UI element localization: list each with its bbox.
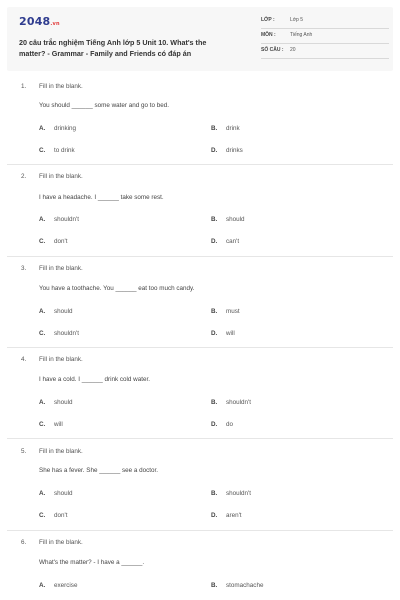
- option-b[interactable]: [211, 399, 251, 406]
- option-letter: B.: [211, 308, 218, 315]
- option-letter: D.: [211, 512, 218, 519]
- question-sentence: I have a cold. I ______ drink cold water.: [39, 376, 150, 383]
- option-letter: A.: [39, 490, 46, 497]
- option-a[interactable]: [39, 399, 73, 406]
- option-a[interactable]: [39, 490, 73, 497]
- option-text: to drink: [54, 147, 75, 154]
- option-text: exercise: [54, 582, 78, 589]
- option-letter: A.: [39, 216, 46, 223]
- option-c[interactable]: [39, 512, 67, 519]
- option-letter: B.: [211, 582, 218, 589]
- option-text: shouldn't: [226, 399, 252, 406]
- question-prompt: Fill in the blank.: [39, 448, 83, 455]
- question-divider: [7, 530, 393, 531]
- option-d[interactable]: [211, 238, 239, 245]
- option-c[interactable]: [39, 238, 67, 245]
- question-prompt: Fill in the blank.: [39, 83, 83, 90]
- option-text: should: [54, 399, 73, 406]
- option-letter: D.: [211, 330, 218, 337]
- question-number: 3.: [21, 265, 27, 272]
- option-text: drink: [226, 125, 240, 132]
- option-text: will: [54, 421, 63, 428]
- question-divider: [7, 438, 393, 439]
- meta-subject-row: [261, 29, 389, 44]
- option-b[interactable]: [211, 216, 245, 223]
- option-text: drinking: [54, 125, 77, 132]
- option-d[interactable]: [211, 147, 243, 154]
- meta-grade-value: Lớp 5: [290, 17, 304, 23]
- option-b[interactable]: [211, 308, 240, 315]
- option-letter: B.: [211, 216, 218, 223]
- option-letter: C.: [39, 512, 46, 519]
- option-text: do: [226, 421, 234, 428]
- option-d[interactable]: [211, 512, 242, 519]
- option-text: shouldn't: [226, 490, 252, 497]
- meta-subject-key: MÔN :: [261, 32, 276, 38]
- option-text: should: [54, 490, 73, 497]
- document-title: 20 câu trắc nghiệm Tiếng Anh lớp 5 Unit 10. What's the matter? - Grammar - Family and Friends có đáp án: [19, 38, 207, 58]
- option-text: don't: [54, 238, 68, 245]
- logo-main-text: 2048: [19, 15, 51, 28]
- option-letter: C.: [39, 147, 46, 154]
- question-sentence: You have a toothache. You ______ eat too much candy.: [39, 285, 195, 292]
- option-letter: B.: [211, 125, 218, 132]
- option-letter: B.: [211, 490, 218, 497]
- meta-count-key: SỐ CÂU :: [261, 47, 284, 53]
- option-letter: C.: [39, 238, 46, 245]
- option-c[interactable]: [39, 330, 79, 337]
- option-b[interactable]: [211, 582, 263, 589]
- question-sentence: What's the matter? - I have a ______.: [39, 559, 145, 566]
- question-divider: [7, 256, 393, 257]
- option-a[interactable]: [39, 216, 79, 223]
- option-a[interactable]: [39, 582, 77, 589]
- option-c[interactable]: [39, 421, 63, 428]
- option-text: shouldn't: [54, 216, 80, 223]
- option-a[interactable]: [39, 308, 73, 315]
- option-text: can't: [226, 238, 240, 245]
- question-number: 6.: [21, 539, 27, 546]
- question-number: 5.: [21, 448, 27, 455]
- question-number: 2.: [21, 173, 27, 180]
- meta-subject-value: Tiếng Anh: [290, 32, 313, 38]
- option-letter: A.: [39, 582, 46, 589]
- option-text: don't: [54, 512, 68, 519]
- option-letter: C.: [39, 330, 46, 337]
- question-divider: [7, 164, 393, 165]
- option-text: will: [226, 330, 235, 337]
- question-sentence: You should ______ some water and go to bed.: [39, 102, 170, 109]
- option-letter: C.: [39, 421, 46, 428]
- question-prompt: Fill in the blank.: [39, 356, 83, 363]
- option-letter: B.: [211, 399, 218, 406]
- option-letter: A.: [39, 399, 46, 406]
- option-text: must: [226, 308, 240, 315]
- option-text: drinks: [226, 147, 243, 154]
- document-header: [7, 7, 393, 71]
- logo-extension-text: .vn: [50, 21, 60, 27]
- meta-grade-row: [261, 14, 389, 29]
- option-text: should: [54, 308, 73, 315]
- meta-grade-key: LỚP :: [261, 17, 275, 23]
- question-prompt: Fill in the blank.: [39, 265, 83, 272]
- question-number: 1.: [21, 83, 27, 90]
- question-number: 4.: [21, 356, 27, 363]
- option-b[interactable]: [211, 490, 251, 497]
- question-prompt: Fill in the blank.: [39, 173, 83, 180]
- option-text: aren't: [226, 512, 242, 519]
- option-b[interactable]: [211, 125, 240, 132]
- option-letter: A.: [39, 308, 46, 315]
- meta-count-value: 20: [290, 47, 296, 53]
- option-text: shouldn't: [54, 330, 80, 337]
- question-sentence: She has a fever. She ______ see a doctor.: [39, 467, 159, 474]
- question-prompt: Fill in the blank.: [39, 539, 83, 546]
- option-d[interactable]: [211, 330, 235, 337]
- question-divider: [7, 347, 393, 348]
- question-sentence: I have a headache. I ______ take some rest.: [39, 194, 164, 201]
- meta-count-row: [261, 44, 389, 59]
- option-letter: D.: [211, 421, 218, 428]
- site-logo[interactable]: [19, 16, 60, 30]
- option-letter: D.: [211, 147, 218, 154]
- option-letter: A.: [39, 125, 46, 132]
- option-letter: D.: [211, 238, 218, 245]
- option-text: should: [226, 216, 245, 223]
- option-c[interactable]: [39, 147, 75, 154]
- option-d[interactable]: [211, 421, 233, 428]
- option-text: stomachache: [226, 582, 264, 589]
- option-a[interactable]: [39, 125, 76, 132]
